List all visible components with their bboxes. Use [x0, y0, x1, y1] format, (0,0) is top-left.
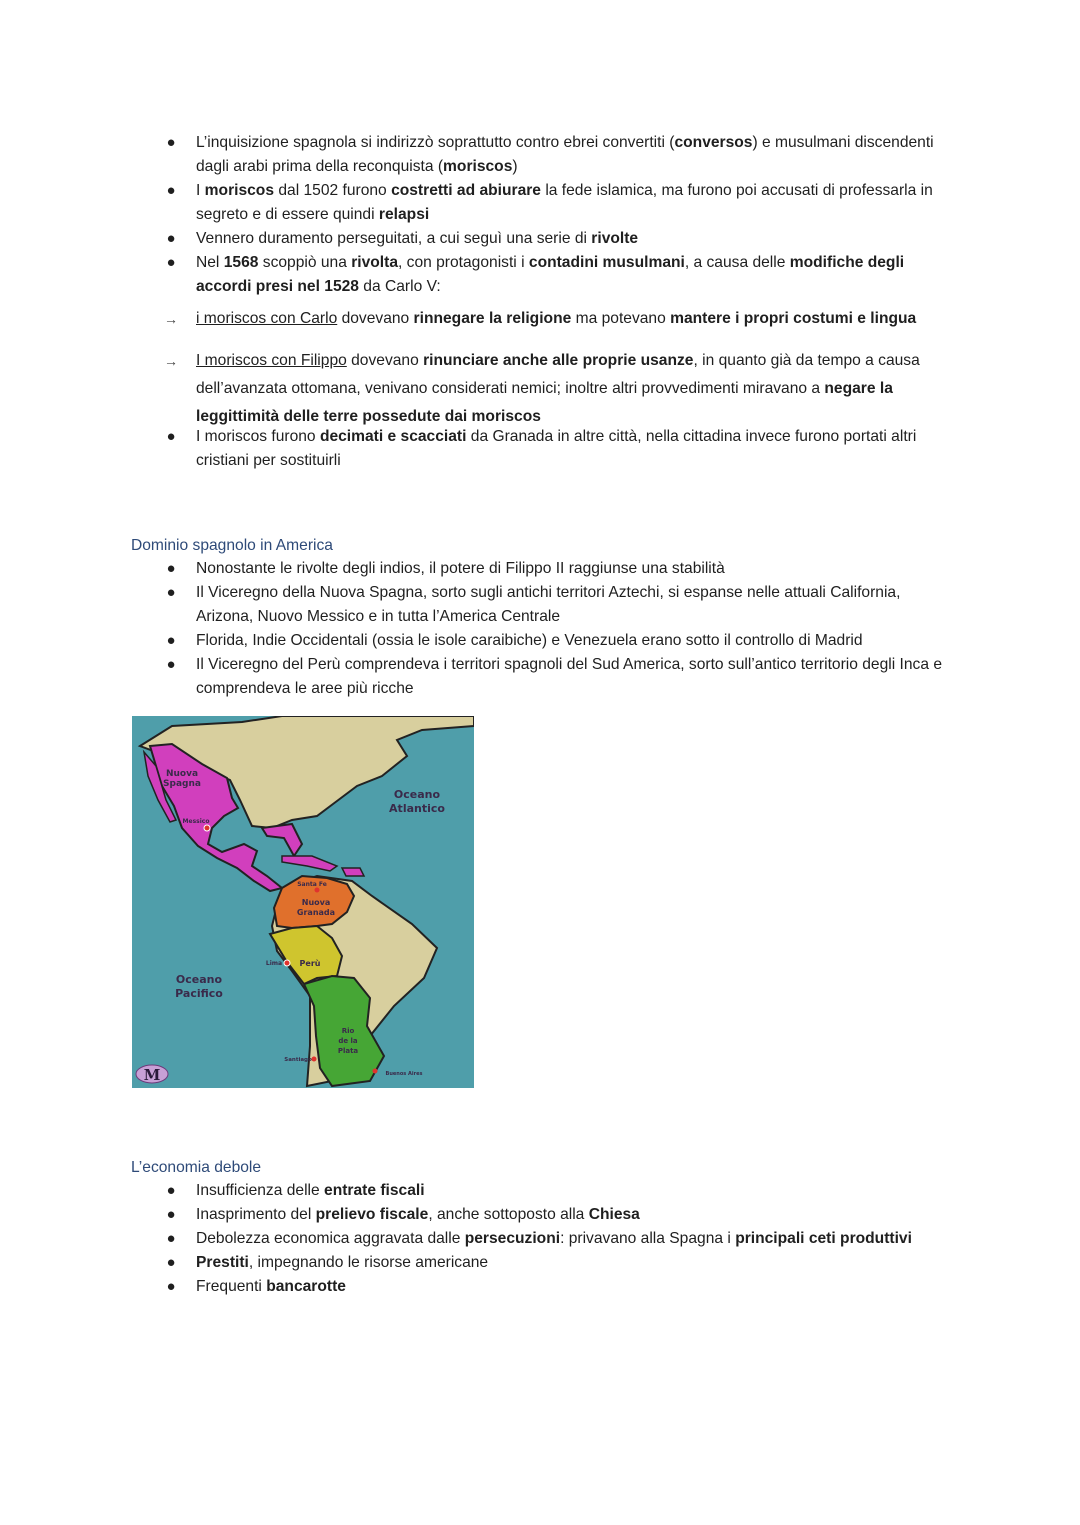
- text-run: rivolte: [591, 230, 639, 247]
- bullet-icon: ●: [166, 1206, 176, 1223]
- text-run: dal 1502 furono: [274, 182, 392, 199]
- text-run: L’inquisizione spagnola si indirizzò soprattutto contro ebrei convertiti (: [196, 134, 675, 151]
- text-run: Inasprimento del: [196, 1206, 316, 1223]
- text-run: Nel: [196, 254, 224, 271]
- arrow-right-icon: →: [164, 311, 178, 327]
- text-run: principali ceti produttivi: [735, 1230, 912, 1247]
- list-item: [0, 581, 1080, 629]
- text-run: moriscos: [443, 158, 513, 175]
- logo-letter: M: [143, 1066, 161, 1084]
- text-run: Prestiti: [196, 1254, 249, 1271]
- text-run: la fede islamica, ma furono poi accusati di professarla in segreto e di essere quindi: [196, 182, 933, 223]
- bullet-icon: ●: [166, 560, 176, 577]
- text-run: Il Viceregno del Perù comprendeva i territori spagnoli del Sud America, sorto sull’antico territorio degli Inca e comprendeva le aree più ricche: [196, 656, 942, 697]
- map-label: Granada: [296, 908, 336, 917]
- arrow-list-filippo: [0, 347, 1080, 431]
- map-label: Rio: [341, 1027, 355, 1035]
- text-run: rinunciare anche alle proprie usanze: [423, 352, 694, 369]
- text-run: decimati e scacciati: [319, 428, 467, 445]
- map-label: Plata: [337, 1047, 359, 1055]
- text-run: prelievo fiscale: [315, 1206, 429, 1223]
- bullet-icon: ●: [166, 1278, 176, 1295]
- text-run: I moriscos con Filippo: [196, 352, 347, 369]
- map-label: Buenos Aires: [385, 1071, 423, 1077]
- city-marker-lima: [284, 960, 290, 966]
- text-run: persecuzioni: [464, 1230, 561, 1247]
- map-label: Nuova: [165, 769, 199, 779]
- arrow-list-carlo: [0, 307, 1080, 331]
- text-run: da Carlo V:: [358, 278, 441, 295]
- map-label: Santa Fe: [297, 881, 327, 888]
- list-item: [0, 179, 1080, 227]
- text-run: Chiesa: [588, 1206, 640, 1223]
- text-run: , impegnando le risorse americane: [248, 1254, 489, 1271]
- map-label: Perù: [299, 959, 321, 968]
- text-run: Vennero duramento perseguitati, a cui seguì una serie di: [196, 230, 592, 247]
- text-run: relapsi: [378, 206, 430, 223]
- list-item: [0, 557, 1080, 581]
- text-run: mantere i propri costumi e lingua: [670, 310, 917, 327]
- text-run: ) e musulmani discendenti dagli arabi prima della reconquista (: [196, 134, 934, 175]
- bullet-icon: ●: [166, 632, 176, 649]
- section-title-america: Dominio spagnolo in America: [131, 537, 333, 554]
- text-run: Florida, Indie Occidentali (ossia le isole caraibiche) e Venezuela erano sotto il controllo di Madrid: [196, 632, 863, 649]
- map-label: Nuova: [301, 898, 331, 907]
- inquisition-list-last: [0, 425, 1080, 473]
- list-item: [0, 1203, 1080, 1227]
- text-run: ma potevano: [571, 310, 671, 327]
- list-item: [0, 653, 1080, 701]
- text-run: rivolta: [351, 254, 398, 271]
- list-item: [0, 347, 1080, 431]
- bullet-icon: ●: [166, 134, 176, 151]
- america-list: [0, 557, 1080, 701]
- map-label: de la: [338, 1037, 358, 1045]
- city-marker-santiago: [312, 1057, 317, 1062]
- bullet-icon: ●: [166, 254, 176, 271]
- map-label: Oceano: [175, 973, 223, 986]
- list-item: [0, 227, 1080, 251]
- map-label: Oceano: [393, 788, 441, 801]
- text-run: costretti ad abiurare: [391, 182, 541, 199]
- text-run: entrate fiscali: [324, 1182, 425, 1199]
- bullet-icon: ●: [166, 584, 176, 601]
- text-run: scoppiò una: [258, 254, 352, 271]
- city-marker-santa-fe: [315, 888, 320, 893]
- list-item: [0, 1251, 1080, 1275]
- text-run: modifiche degli accordi presi nel 1528: [196, 254, 905, 295]
- list-item: [0, 307, 1080, 331]
- text-run: dovevano: [337, 310, 414, 327]
- bullet-icon: ●: [166, 1230, 176, 1247]
- map-label: Atlantico: [389, 802, 445, 815]
- text-run: , anche sottoposto alla: [428, 1206, 589, 1223]
- list-item: [0, 131, 1080, 179]
- bullet-icon: ●: [166, 428, 176, 445]
- economy-list: [0, 1179, 1080, 1299]
- text-run: da Granada in altre città, nella cittadina invece furono portati altri cristiani per sostituirli: [196, 428, 917, 469]
- bullet-icon: ●: [166, 656, 176, 673]
- text-run: dovevano: [346, 352, 424, 369]
- map-spanish-america: [132, 716, 474, 1088]
- text-run: I moriscos furono: [196, 428, 320, 445]
- text-run: Frequenti: [196, 1278, 267, 1295]
- caribbean-hispaniola: [342, 868, 364, 876]
- bullet-icon: ●: [166, 1254, 176, 1271]
- text-run: : privavano alla Spagna i: [560, 1230, 736, 1247]
- list-item: [0, 629, 1080, 653]
- text-run: i moriscos con Carlo: [196, 310, 338, 327]
- list-item: [0, 1179, 1080, 1203]
- text-run: ): [512, 158, 518, 175]
- text-run: bancarotte: [266, 1278, 346, 1295]
- text-run: negare la leggittimità delle terre possedute dai moriscos: [196, 380, 893, 425]
- city-marker-messico: [204, 825, 210, 831]
- map-label: Pacifico: [175, 987, 223, 1000]
- text-run: Debolezza economica aggravata dalle: [196, 1230, 465, 1247]
- text-run: , in quanto già da tempo a causa dell’avanzata ottomana, venivano considerati nemici; inoltre altri provvedimenti miravano a: [196, 352, 920, 397]
- text-run: , con protagonisti i: [398, 254, 529, 271]
- map-label: Spagna: [163, 779, 201, 789]
- inquisition-list: [0, 131, 1080, 299]
- text-run: contadini musulmani: [528, 254, 685, 271]
- section-title-economia: L’economia debole: [131, 1159, 262, 1176]
- bullet-icon: ●: [166, 230, 176, 247]
- list-item: [0, 251, 1080, 299]
- map-label: Santiago: [284, 1057, 312, 1063]
- city-marker-buenos-aires: [373, 1069, 378, 1074]
- text-run: Il Viceregno della Nuova Spagna, sorto sugli antichi territori Aztechi, si espanse nelle attuali California, Arizona, Nuovo Messico e in tutta l’America Centrale: [196, 584, 901, 625]
- arrow-right-icon: →: [164, 353, 178, 369]
- text-run: Insufficienza delle: [196, 1182, 325, 1199]
- bullet-icon: ●: [166, 182, 176, 199]
- text-run: 1568: [223, 254, 259, 271]
- map-label: Messico: [182, 818, 210, 825]
- text-run: conversos: [674, 134, 753, 151]
- text-run: rinnegare la religione: [413, 310, 572, 327]
- text-run: Nonostante le rivolte degli indios, il potere di Filippo II raggiunse una stabilità: [196, 560, 725, 577]
- list-item: [0, 1275, 1080, 1299]
- map-label: Lima: [265, 960, 283, 967]
- list-item: [0, 425, 1080, 473]
- text-run: I: [196, 182, 205, 199]
- bullet-icon: ●: [166, 1182, 176, 1199]
- text-run: , a causa delle: [684, 254, 790, 271]
- text-run: moriscos: [204, 182, 275, 199]
- list-item: [0, 1227, 1080, 1251]
